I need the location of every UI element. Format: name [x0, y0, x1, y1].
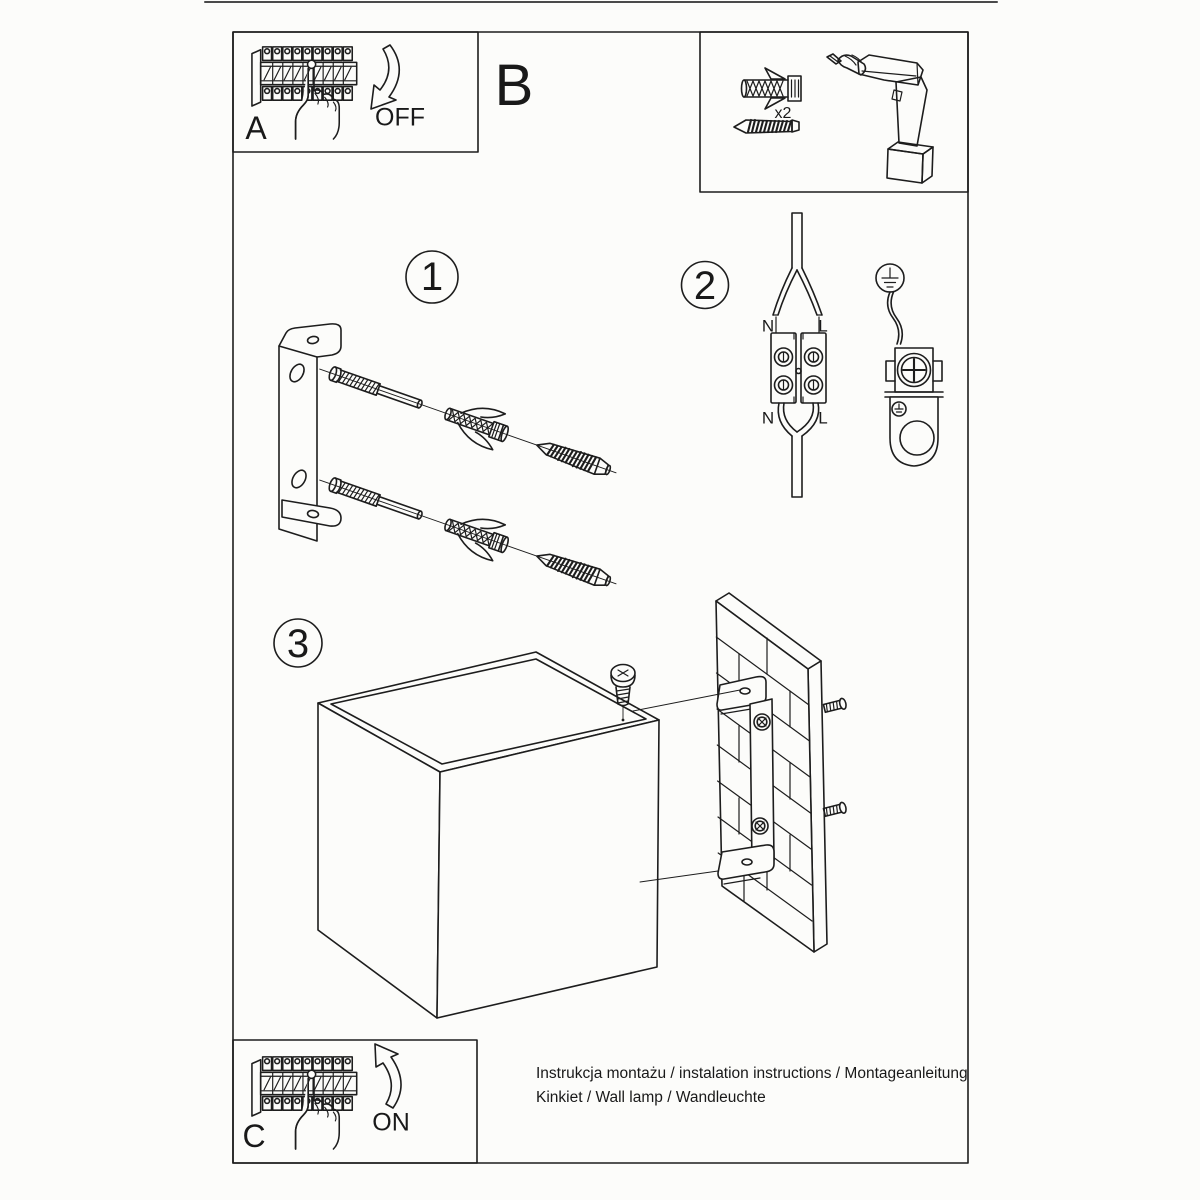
earth-symbol-icon — [876, 264, 904, 292]
wall-screw-icon — [823, 802, 847, 818]
panel-a-action-label: OFF — [375, 103, 425, 132]
step1-drawing — [279, 324, 622, 602]
terminal-label-n-top: N — [761, 316, 775, 336]
cube-lamp-icon — [318, 652, 659, 1018]
terminal-block-wiring — [771, 213, 826, 497]
step3-drawing — [318, 593, 847, 1018]
step1-number: 1 — [420, 255, 444, 299]
arrow-up-icon — [375, 1044, 401, 1108]
earth-clamp-icon — [885, 348, 943, 466]
toolbox-items — [734, 54, 933, 183]
wall-anchor-icon — [742, 68, 802, 109]
footer-line-1: Instrukcja montażu / instalation instructions / Montageanleitung — [536, 1065, 968, 1082]
terminal-label-n-bottom: N — [761, 408, 775, 428]
footer-line-2: Kinkiet / Wall lamp / Wandleuchte — [536, 1089, 766, 1106]
mounting-bracket-icon — [279, 324, 341, 541]
toolbox-quantity-label: x2 — [774, 105, 792, 122]
bracket-screw-head-icon — [754, 714, 770, 730]
step3-number: 3 — [286, 622, 310, 666]
drill-icon — [827, 54, 933, 183]
arrow-down-icon — [371, 45, 399, 109]
step2-drawing — [771, 213, 943, 497]
panel-a-label: A — [245, 110, 267, 146]
earth-connection — [876, 264, 943, 466]
section-b-label: B — [494, 53, 534, 118]
terminal-label-l-top: L — [818, 316, 828, 336]
panel-c-label: C — [242, 1118, 266, 1154]
terminal-label-l-bottom: L — [818, 408, 828, 428]
panel-c-action-label: ON — [372, 1108, 410, 1137]
sheet-frame — [233, 32, 968, 1163]
toolbox-box — [700, 32, 968, 192]
bracket-screw-head-icon — [752, 818, 768, 834]
step2-number: 2 — [693, 264, 717, 308]
wall-screw-icon — [823, 698, 847, 714]
